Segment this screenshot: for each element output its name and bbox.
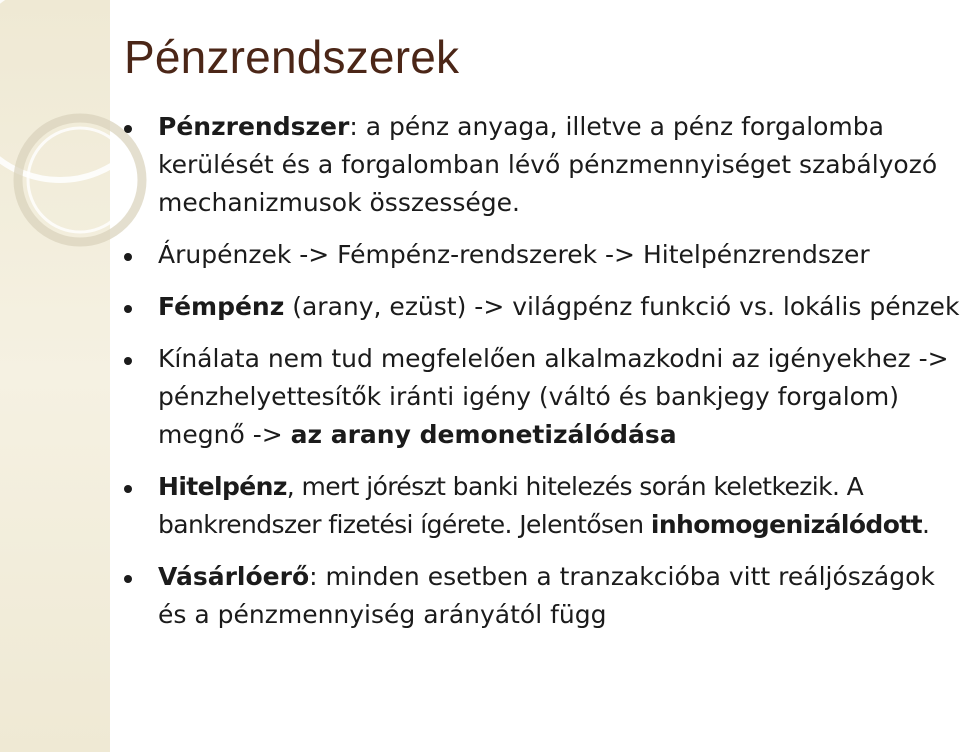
bullet-dot-icon xyxy=(124,575,132,583)
bullet-item xyxy=(120,236,960,274)
bullet-text: Kínálata nem tud megfelelően alkalmazkodni az igényekhez -> pénzhelyettesítők iránti igény (váltó és bankjegy forgalom) megnő -> xyxy=(158,344,949,449)
bullet-item xyxy=(120,558,960,634)
bullet-emphasis: az arany demonetizálódása xyxy=(290,420,677,449)
bullet-dot-icon xyxy=(124,305,132,313)
bullet-item xyxy=(120,288,960,326)
bullet-item xyxy=(120,468,960,544)
bullet-text: , mert jórészt banki hitelezés során keletkezik. A bankrendszer fizetési ígérete. Jelentősen xyxy=(158,472,864,539)
bullet-text: (arany, ezüst) -> világpénz funkció vs. lokális pénzek xyxy=(284,292,960,321)
bullet-emphasis: inhomogenizálódott xyxy=(650,510,922,539)
slide-title: Pénzrendszerek xyxy=(124,31,460,83)
bullet-term: Fémpénz xyxy=(158,292,285,321)
bullet-term: Pénzrendszer xyxy=(158,112,350,141)
bullet-text: : minden esetben a tranzakcióba vitt reáljószágok és a pénzmennyiség arányától függ xyxy=(158,562,935,629)
bullet-text: Árupénzek -> Fémpénz-rendszerek -> Hitelpénzrendszer xyxy=(158,240,870,269)
bullet-dot-icon xyxy=(124,253,132,261)
bullet-item xyxy=(120,108,960,222)
bullet-term: Vásárlóerő xyxy=(158,562,310,591)
bullet-term: Hitelpénz xyxy=(158,472,287,501)
bullet-list xyxy=(120,108,960,648)
bullet-text-end: . xyxy=(921,510,930,539)
bullet-dot-icon xyxy=(124,125,132,133)
bullet-text: : a pénz anyaga, illetve a pénz forgalomba kerülését és a forgalomban lévő pénzmennyiséget szabályozó mechanizmusok összessége. xyxy=(158,112,938,217)
bullet-dot-icon xyxy=(124,485,132,493)
bullet-item xyxy=(120,340,960,454)
bullet-dot-icon xyxy=(124,357,132,365)
